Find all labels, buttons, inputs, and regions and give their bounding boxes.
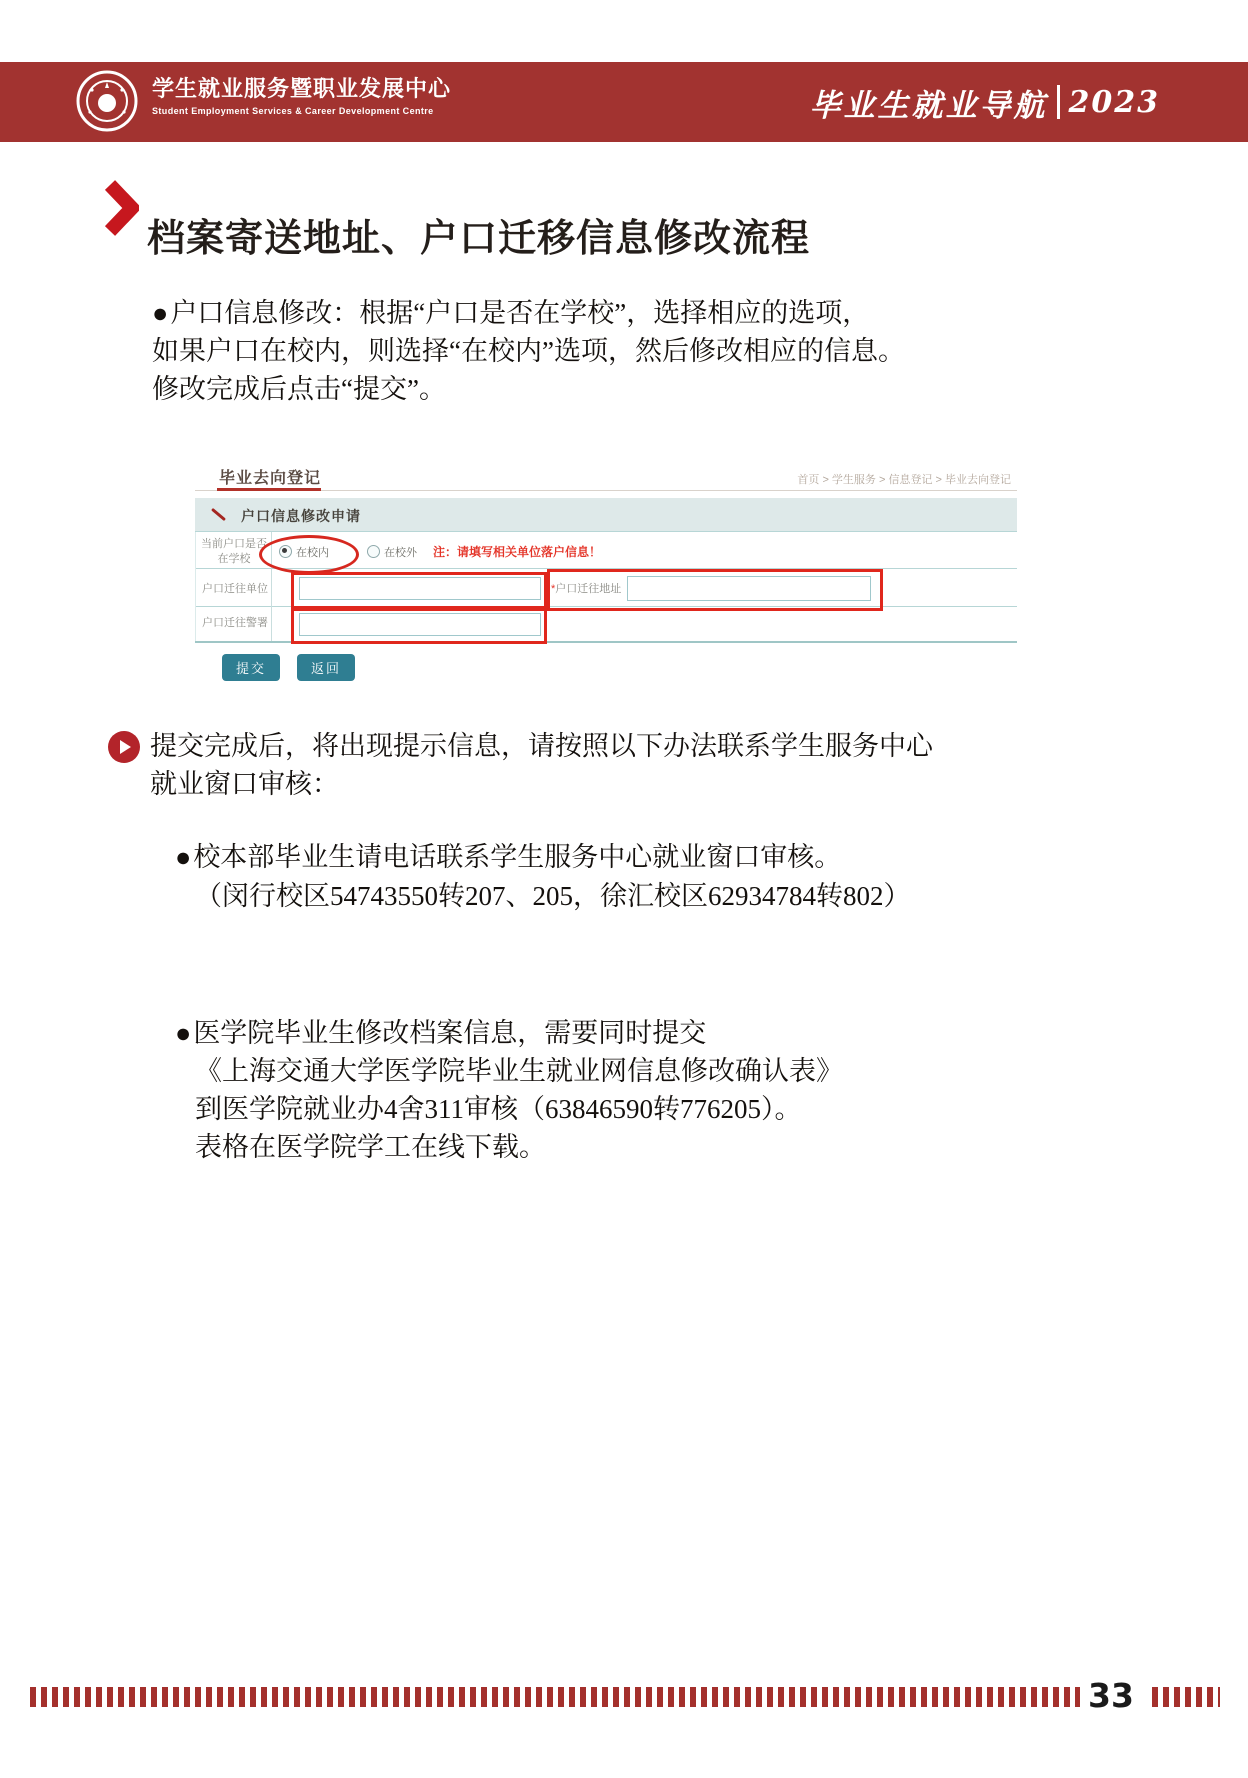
required-mark: * [551, 583, 556, 595]
university-seal-icon [76, 70, 138, 132]
page-number: 33 [1088, 1676, 1134, 1715]
note-text: 注：请填写相关单位落户信息！ [433, 545, 602, 559]
page-title: 档案寄送地址、户口迁移信息修改流程 [147, 218, 811, 261]
radio-out-label[interactable]: 在校外 [384, 546, 417, 559]
org-name-zh: 学生就业服务暨职业发展中心 [152, 76, 452, 101]
brand-divider [1057, 85, 1060, 119]
bullet-icon: ● [175, 842, 192, 872]
red-box-unit [291, 572, 547, 609]
back-button[interactable]: 返回 [297, 654, 355, 681]
red-box-address [547, 569, 883, 611]
panel-header [195, 498, 1017, 532]
campus-bullet [175, 838, 975, 916]
medical-line-3: 到医学院就业办4舍311审核（63846590转776205）。 [195, 1094, 802, 1124]
red-box-police [291, 608, 547, 644]
intro-line-1: 户口信息修改：根据“户口是否在学校”，选择相应的选项， [170, 298, 870, 328]
address-label: *户口迁往地址 [551, 583, 622, 595]
header-band [0, 62, 1248, 142]
radio-unselected-icon[interactable] [367, 545, 380, 558]
campus-line-1: 校本部毕业生请电话联系学生服务中心就业窗口审核。 [193, 842, 842, 872]
red-arrow-bullet-icon [108, 731, 140, 763]
medical-bullet [175, 1014, 975, 1166]
submit-button[interactable]: 提交 [222, 654, 280, 681]
breadcrumb[interactable]: 首页 > 学生服务 > 信息登记 > 毕业去向登记 [797, 474, 1011, 486]
radio-in-label[interactable]: 在校内 [296, 546, 329, 559]
intro-line-2: 如果户口在校内，则选择“在校内”选项，然后修改相应的信息。 [152, 336, 905, 366]
step-line-2: 就业窗口审核： [150, 769, 339, 799]
campus-line-2: （闵行校区54743550转207、205，徐汇校区62934784转802） [195, 881, 911, 911]
medical-line-1: 医学院毕业生修改档案信息，需要同时提交 [193, 1018, 707, 1048]
step-paragraph [150, 727, 970, 803]
pencil-icon [211, 508, 226, 521]
panel-title: 户口信息修改申请 [241, 508, 361, 524]
medical-line-4: 表格在医学院学工在线下载。 [195, 1132, 546, 1162]
org-name-block [152, 76, 451, 116]
medical-line-2: 《上海交通大学医学院毕业生就业网信息修改确认表》 [195, 1056, 843, 1086]
bullet-icon: ● [152, 298, 169, 328]
heading-underline [217, 488, 321, 491]
red-ellipse-annotation [259, 535, 359, 574]
form-screenshot [195, 455, 1017, 700]
footer-dashes-left [30, 1687, 1080, 1707]
screenshot-page-heading: 毕业去向登记 [219, 470, 322, 487]
intro-line-3: 修改完成后点击“提交”。 [152, 374, 446, 404]
bullet-icon: ● [175, 1018, 192, 1048]
step-line-1: 提交完成后，将出现提示信息，请按照以下办法联系学生服务中心 [150, 731, 933, 761]
police-label: 户口迁往警署 [202, 617, 268, 629]
radio-out-school[interactable] [367, 543, 417, 561]
question-label: 当前户口是否在学校 [201, 538, 267, 565]
unit-label: 户口迁往单位 [202, 583, 268, 595]
chevron-right-icon [103, 180, 139, 236]
brand-year: 2023 [1068, 84, 1160, 120]
brand-title: 毕业生就业导航 [809, 87, 1048, 124]
intro-paragraph [152, 294, 942, 408]
table-left-border [195, 532, 196, 641]
play-triangle-icon [120, 740, 131, 754]
footer-dashes-right [1152, 1687, 1220, 1707]
org-name-en: Student Employment Services & Career Development Centre [152, 106, 434, 116]
brand-block [810, 62, 1161, 142]
